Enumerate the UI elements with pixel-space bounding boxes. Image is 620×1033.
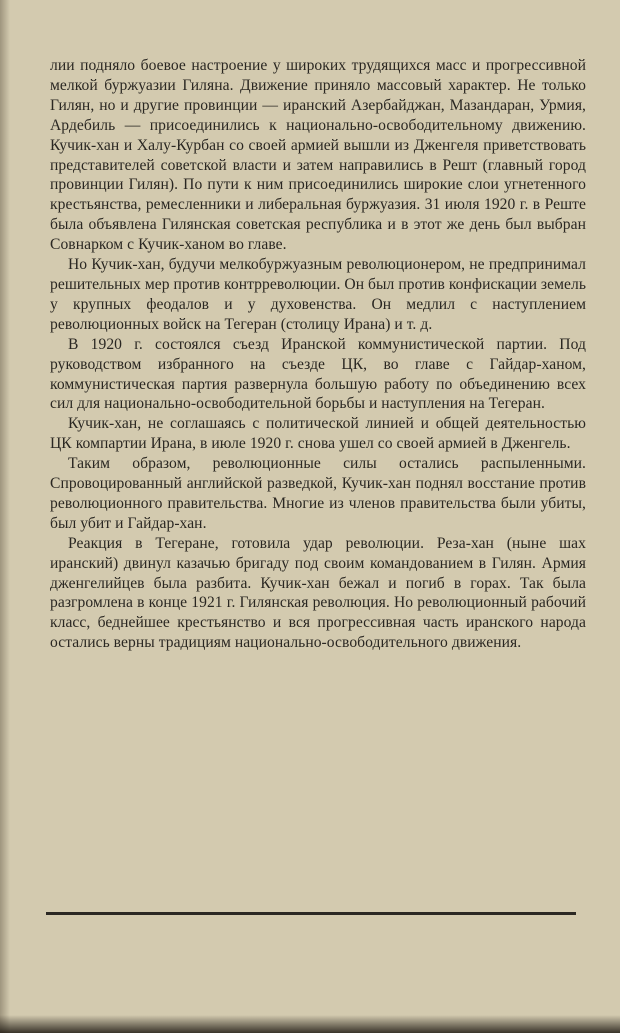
paragraph-1: лии подняло боевое настроение у широких трудящихся масс и прогрессивной мелкой буржуазии Гиляна. Движение приняло массовый характер. Не только Гилян, но и другие провинции — иранский Азербайджан, Мазандаран, Урмия, Ардебиль — присоединились к национально-освободительному движению. Кучик-хан и Халу-Курбан со своей армией вышли из Дженгеля приветствовать представителей советской власти и затем направились в Решт (главный город провинции Гилян). По пути к ним присоединились широкие слои угнетенного крестьянства, ремесленники и либеральная буржуазия. 31 июля 1920 г. в Реште была объявлена Гилянская советская республика и в этот же день был выбран Совнарком с Кучик-ханом во главе. [50,57,586,254]
body-text [50,56,586,653]
page-edge-shadow [0,0,10,1033]
paragraph-5: Таким образом, революционные силы остались распыленными. Спровоцированный английской разведкой, Кучик-хан поднял восстание против революционного правительства. Многие из членов правительства были убиты, был убит и Гайдар-хан. [50,455,586,532]
paragraph-3: В 1920 г. состоялся съезд Иранской коммунистической партии. Под руководством избранного на съезде ЦК, во главе с Гайдар-ханом, коммунистическая партия развернула большую работу по объединению всех сил для национально-освободительной борьбы и наступления на Тегеран. [50,335,586,413]
section-divider-rule [46,912,576,915]
page-bottom-shadow [0,1015,620,1033]
paragraph-2: Но Кучик-хан, будучи мелкобуржуазным революционером, не предпринимал решительных мер против контрреволюции. Он был против конфискации земель у крупных феодалов и у духовенства. Он медлил с наступлением революционных войск на Тегеран (столицу Ирана) и т. д. [50,256,586,333]
paragraph-4: Кучик-хан, не соглашаясь с политической линией и общей деятельностью ЦК компартии Ирана, в июле 1920 г. снова ушел со своей армией в Дженгель. [50,415,586,453]
paragraph-6: Реакция в Тегеране, готовила удар революции. Реза-хан (ныне шах иранский) двинул казачью бригаду под своим командованием в Гилян. Армия дженгелийцев была разбита. Кучик-хан бежал и погиб в горах. Так была разгромлена в конце 1921 г. Гилянская революция. Но революционный рабочий класс, беднейшее крестьянство и вся прогрессивная часть иранского народа остались верны традициям национально-освободительного движения. [50,534,586,652]
